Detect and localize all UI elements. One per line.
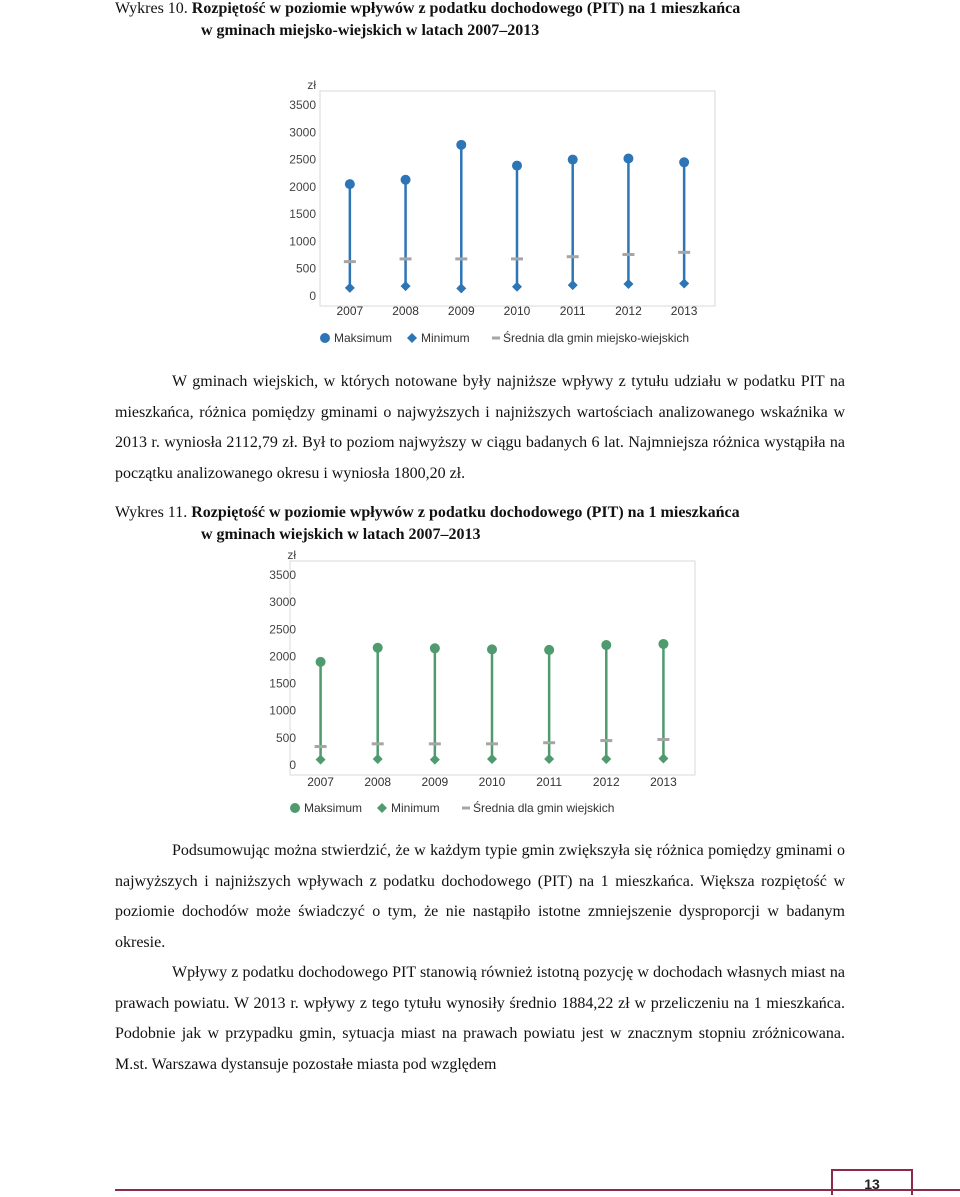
- min-point: [601, 754, 611, 764]
- y-tick-label: 3000: [289, 125, 316, 140]
- x-tick-label: 2011: [559, 304, 586, 318]
- min-point: [373, 754, 383, 764]
- x-tick-label: 2007: [307, 775, 334, 789]
- page-number: 13: [831, 1169, 913, 1195]
- legend-min-marker: [407, 333, 417, 343]
- max-point: [658, 639, 668, 649]
- legend-average-marker: [462, 807, 470, 810]
- max-point: [373, 643, 383, 653]
- legend-min-label: Minimum: [391, 801, 440, 815]
- min-point: [316, 755, 326, 765]
- average-mark: [622, 253, 634, 256]
- max-point: [316, 657, 326, 667]
- min-point: [568, 280, 578, 290]
- average-mark: [567, 255, 579, 258]
- x-tick-label: 2010: [503, 304, 531, 318]
- min-point: [487, 754, 497, 764]
- max-point: [487, 644, 497, 654]
- average-mark: [543, 741, 555, 744]
- average-mark: [486, 742, 498, 745]
- x-tick-label: 2007: [336, 304, 364, 318]
- y-tick-label: 2500: [269, 622, 296, 637]
- y-unit-label: zł: [307, 78, 316, 92]
- max-point: [679, 157, 689, 167]
- paragraph-summary: Podsumowując można stwierdzić, że w każdym typie gmin zwiększyła się różnica pomiędzy gminami o najwyższych i najniższych wpływach z podatku dochodowego (PIT) na 1 mieszkańca. Większa rozpiętość w poziomie dochodów może świadczyć o tym, że nie nastąpiło istotne zmniejszenie dysproporcji w badanym okresie.: [115, 842, 845, 951]
- min-point: [658, 753, 668, 763]
- y-tick-label: 3500: [289, 98, 316, 112]
- legend-max-label: Maksimum: [334, 331, 393, 345]
- max-point: [623, 153, 633, 163]
- y-tick-label: 2500: [289, 152, 316, 167]
- x-tick-label: 2012: [592, 775, 620, 789]
- x-tick-label: 2013: [650, 775, 677, 789]
- min-point: [456, 283, 466, 293]
- average-mark: [429, 742, 441, 745]
- chart-pit-rural: [230, 548, 710, 830]
- y-tick-label: 2000: [289, 179, 316, 194]
- x-tick-label: 2011: [536, 775, 563, 789]
- x-tick-label: 2013: [670, 304, 698, 318]
- min-point: [512, 282, 522, 292]
- x-tick-label: 2009: [421, 775, 449, 789]
- y-tick-label: 0: [309, 289, 316, 303]
- max-point: [512, 161, 522, 171]
- max-point: [401, 175, 411, 185]
- legend-average-marker: [492, 337, 500, 340]
- x-tick-label: 2008: [392, 304, 419, 318]
- figure-10-label: Wykres 10.: [115, 0, 188, 17]
- figure-11-title-line2: w gminach wiejskich w latach 2007–2013: [201, 526, 481, 543]
- min-point: [345, 283, 355, 293]
- max-point: [345, 179, 355, 189]
- legend-min-label: Minimum: [421, 331, 470, 345]
- figure-10-caption: [115, 0, 741, 39]
- average-mark: [511, 257, 523, 260]
- legend-min-marker: [377, 803, 387, 813]
- x-tick-label: 2012: [615, 304, 642, 318]
- average-mark: [678, 251, 690, 254]
- average-mark: [372, 742, 384, 745]
- average-mark: [315, 745, 327, 748]
- average-mark: [455, 257, 467, 260]
- x-tick-label: 2009: [447, 304, 475, 318]
- paragraph-rural-range: W gminach wiejskich, w których notowane były najniższe wpływy z tytułu udziału w podatku PIT na mieszkańca, różnica pomiędzy gminami o najwyższych i najniższych wartościach analizowanego wskaźnika w 2013 r. wyniosła 2112,79 zł. Był to poziom najwyższy w ciągu badanych 6 lat. Najmniejsza różnica wystąpiła na początku analizowanego okresu i wyniosła 1800,20 zł.: [115, 373, 845, 482]
- y-tick-label: 1000: [269, 703, 296, 718]
- y-tick-label: 1500: [289, 207, 316, 222]
- y-tick-label: 500: [295, 261, 316, 276]
- min-point: [679, 278, 689, 288]
- chart-pit-urban-rural: [250, 75, 730, 365]
- legend-average-label: Średnia dla gmin wiejskich: [473, 801, 615, 815]
- y-tick-label: 1000: [289, 234, 316, 249]
- legend-max-label: Maksimum: [304, 801, 363, 815]
- y-tick-label: 0: [289, 758, 296, 772]
- legend-max-marker: [290, 803, 300, 813]
- average-mark: [400, 257, 412, 260]
- figure-11-title-line1: Rozpiętość w poziomie wpływów z podatku dochodowego (PIT) na 1 mieszkańca: [191, 504, 740, 521]
- y-tick-label: 3500: [269, 568, 296, 582]
- y-tick-label: 1500: [269, 676, 296, 691]
- max-point: [601, 640, 611, 650]
- x-tick-label: 2010: [478, 775, 506, 789]
- min-point: [430, 755, 440, 765]
- min-point: [401, 281, 411, 291]
- max-point: [544, 645, 554, 655]
- y-tick-label: 500: [275, 730, 296, 745]
- average-mark: [657, 738, 669, 741]
- max-point: [430, 643, 440, 653]
- y-tick-label: 2000: [269, 649, 296, 664]
- legend-max-marker: [320, 333, 330, 343]
- legend-average-label: Średnia dla gmin miejsko-wiejskich: [503, 331, 690, 345]
- figure-11-label: Wykres 11.: [115, 504, 188, 521]
- paragraph-cities: Wpływy z podatku dochodowego PIT stanowią również istotną pozycję w dochodach własnych miast na prawach powiatu. W 2013 r. wpływy z tego tytułu wynosiły średnio 1884,22 zł w przeliczeniu na 1 mieszkańca. Podobnie jak w przypadku gmin, sytuacja miast na prawach powiatu jest w znacznym stopniu zróżnicowana. M.st. Warszawa dystansuje pozostałe miasta pod względem: [115, 964, 845, 1073]
- figure-10-title-line2: w gminach miejsko-wiejskich w latach 2007–2013: [201, 22, 540, 39]
- average-mark: [344, 260, 356, 263]
- figure-10-title-line1: Rozpiętość w poziomie wpływów z podatku dochodowego (PIT) na 1 mieszkańca: [191, 0, 741, 17]
- max-point: [568, 155, 578, 165]
- y-unit-label: zł: [287, 548, 296, 562]
- figure-11-caption: [115, 502, 740, 543]
- min-point: [544, 754, 554, 764]
- min-point: [623, 279, 633, 289]
- y-tick-label: 3000: [269, 595, 296, 610]
- x-tick-label: 2008: [364, 775, 392, 789]
- average-mark: [600, 739, 612, 742]
- max-point: [456, 140, 466, 150]
